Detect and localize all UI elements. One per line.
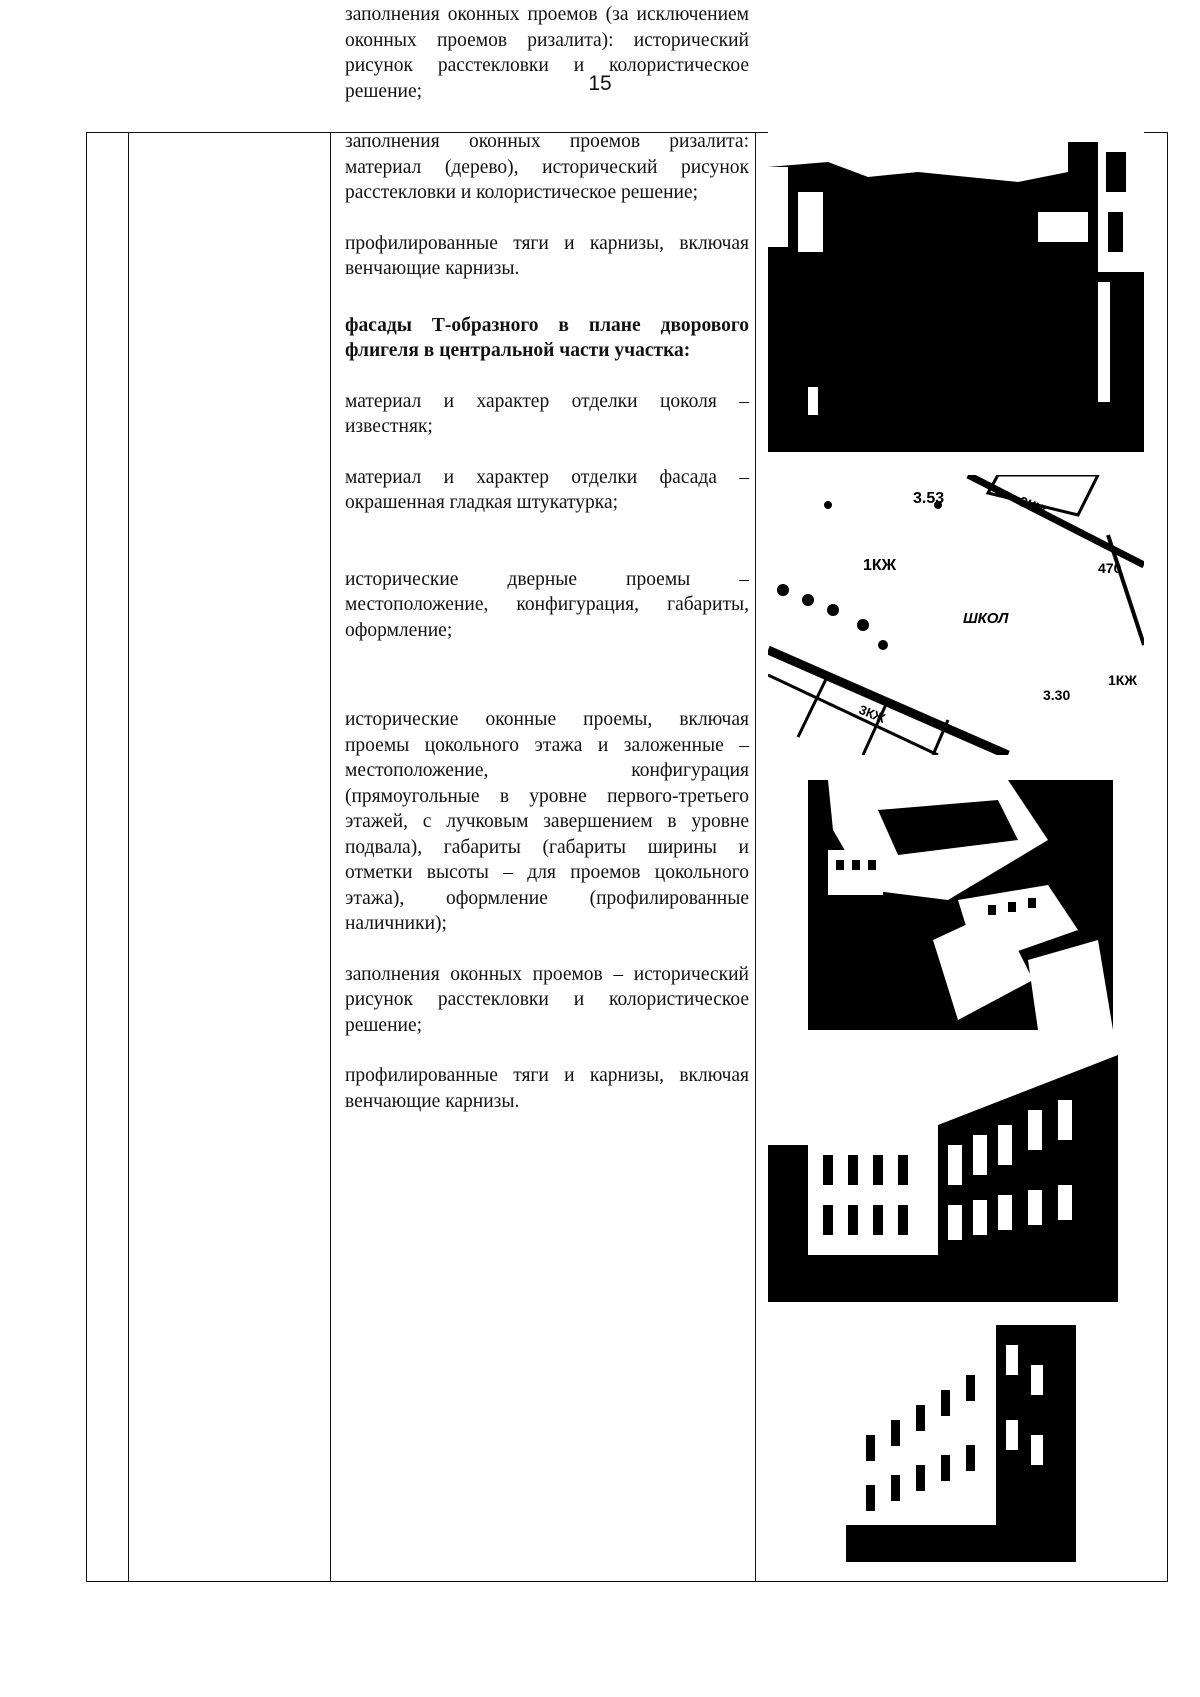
map-label-school: ШКОЛ [963, 610, 1009, 627]
section-heading-wing-facades: фасады Т-образного в плане дворового флигеля в центральной части участка: [345, 314, 749, 361]
paragraph-door-openings: исторические дверные проемы – местоположение, конфигурация, габариты, оформление; [345, 568, 749, 641]
map-label-elevation-2: 3.30 [1043, 687, 1071, 703]
map-label-code-1: 1КЖ [863, 557, 897, 574]
paragraph-plinth: материал и характер отделки цоколя – известняк; [345, 390, 749, 437]
photo-courtyard-image [768, 1055, 1118, 1302]
paragraph-cornices: профилированные тяги и карнизы, включая венчающие карнизы. [345, 232, 749, 279]
column-divider-2 [330, 133, 331, 1581]
photo-facade-dark-image [768, 132, 1144, 452]
photo-aerial-view-image [808, 780, 1113, 1030]
map-label-house-1: 3КЖ [1016, 492, 1050, 519]
paragraph-window-openings: исторические оконные проемы, включая проемы цокольного этажа и заложенные – местоположение, конфигурация (прямоугольные в уровне первого-третьего этажей, с лучковым завершением в уровне подвала), габариты (габариты ширины и отметки высоты – для проемов цокольного этажа), оформление (профилированные наличники); [345, 709, 749, 934]
map-label-number: 470 [1098, 560, 1122, 576]
paragraph-risalit-windows: заполнения оконных проемов ризалита: материал (дерево), исторический рисунок расстекловки и колористическое решение; [345, 131, 749, 203]
photo-courtyard [768, 1055, 1118, 1302]
map-label-house-2: 3КЖ [856, 701, 888, 726]
map-label-elevation-1: 3.53 [913, 490, 945, 507]
photo-aerial-view [808, 780, 1113, 1030]
photo-corner-building [846, 1325, 1076, 1562]
photo-corner-building-image [846, 1325, 1076, 1562]
page-number: 15 [588, 72, 612, 95]
paragraph-cornices-2: профилированные тяги и карнизы, включая венчающие карнизы. [345, 1065, 749, 1112]
photo-site-map [768, 475, 1144, 755]
photo-facade-dark [768, 132, 1144, 452]
paragraph-facade-finish: материал и характер отделки фасада – окрашенная гладкая штукатурка; [345, 466, 749, 513]
paragraph-window-glazing: заполнения оконных проемов – исторический рисунок расстекловки и колористическое решение; [345, 963, 749, 1036]
protected-features-text [345, 2, 749, 1114]
site-map-image [768, 475, 1144, 755]
paragraph-windows-fill: заполнения оконных проемов (за исключением оконных проемов ризалита): исторический рисунок расстекловки и колористическое решение; [345, 4, 749, 102]
column-divider-1 [128, 133, 129, 1581]
map-label-code-2: 1КЖ [1108, 672, 1137, 688]
column-divider-3 [755, 133, 756, 1581]
